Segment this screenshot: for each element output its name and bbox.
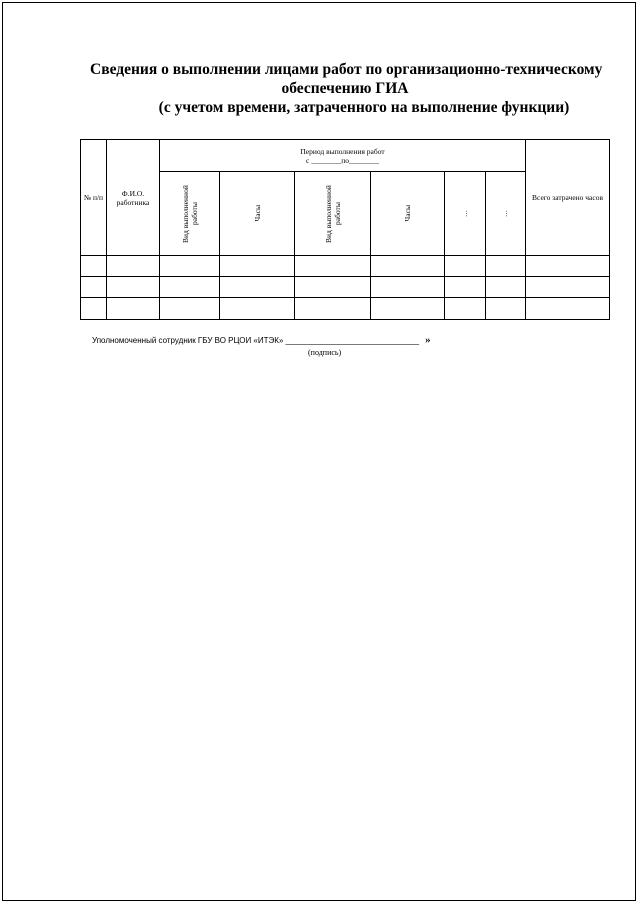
signature-line [92, 334, 431, 346]
header-row-1 [81, 140, 610, 172]
cell[interactable] [371, 277, 445, 298]
period-range: с ________по________ [306, 155, 379, 165]
table-row [81, 298, 610, 320]
title-line-2: обеспечению ГИА [281, 80, 409, 97]
cell[interactable] [486, 298, 526, 320]
subheader-more-2-label: … [501, 210, 510, 217]
subheader-work-type-2 [295, 172, 371, 256]
cell[interactable] [526, 256, 610, 277]
cell[interactable] [526, 277, 610, 298]
subheader-work-type-label: Вид выполненной работы [180, 184, 199, 243]
cell[interactable] [445, 298, 486, 320]
cell[interactable] [445, 277, 486, 298]
period-title: Период выполнения работ [300, 146, 385, 156]
subheader-hours-2 [371, 172, 445, 256]
table-row [81, 256, 610, 277]
cell[interactable] [220, 298, 295, 320]
header-num: № п/п [81, 140, 107, 256]
cell[interactable] [371, 298, 445, 320]
subheader-work-type [160, 172, 220, 256]
cell[interactable] [107, 298, 160, 320]
title-line-3: (с учетом времени, затраченного на выполнение функции) [158, 99, 570, 116]
cell[interactable] [81, 298, 107, 320]
header-fio: Ф.И.О. работника [107, 140, 160, 256]
cell[interactable] [220, 256, 295, 277]
cell[interactable] [295, 256, 371, 277]
signature-caption: (подпись) [308, 348, 342, 357]
document-title [90, 60, 603, 117]
page-border [2, 2, 636, 901]
report-table [80, 139, 610, 320]
cell[interactable] [295, 298, 371, 320]
cell[interactable] [526, 298, 610, 320]
subheader-hours-2-label: Часы [403, 205, 412, 222]
cell[interactable] [160, 298, 220, 320]
signature-text: Уполномоченный сотрудник ГБУ ВО РЦОИ «ИТЭК» ______________________________ [92, 336, 420, 345]
cell[interactable] [160, 277, 220, 298]
subheader-hours-label: Часы [252, 205, 262, 222]
title-line-1: Сведения о выполнении лицами работ по организационно-техническому [90, 61, 603, 78]
cell[interactable] [107, 277, 160, 298]
header-period [160, 140, 526, 172]
cell[interactable] [371, 256, 445, 277]
cell[interactable] [445, 256, 486, 277]
cell[interactable] [107, 256, 160, 277]
subheader-hours [220, 172, 295, 256]
cell[interactable] [486, 256, 526, 277]
subheader-more-1 [445, 172, 486, 256]
cell[interactable] [81, 256, 107, 277]
header-total: Всего затрачено часов [526, 140, 610, 256]
signature-quote: » [425, 334, 431, 346]
cell[interactable] [486, 277, 526, 298]
cell[interactable] [220, 277, 295, 298]
cell[interactable] [160, 256, 220, 277]
subheader-more-2 [486, 172, 526, 256]
subheader-more-1-label: … [460, 210, 469, 217]
table-row [81, 277, 610, 298]
cell[interactable] [295, 277, 371, 298]
cell[interactable] [81, 277, 107, 298]
subheader-work-type-2-label: Вид выполненной работы [323, 184, 342, 243]
